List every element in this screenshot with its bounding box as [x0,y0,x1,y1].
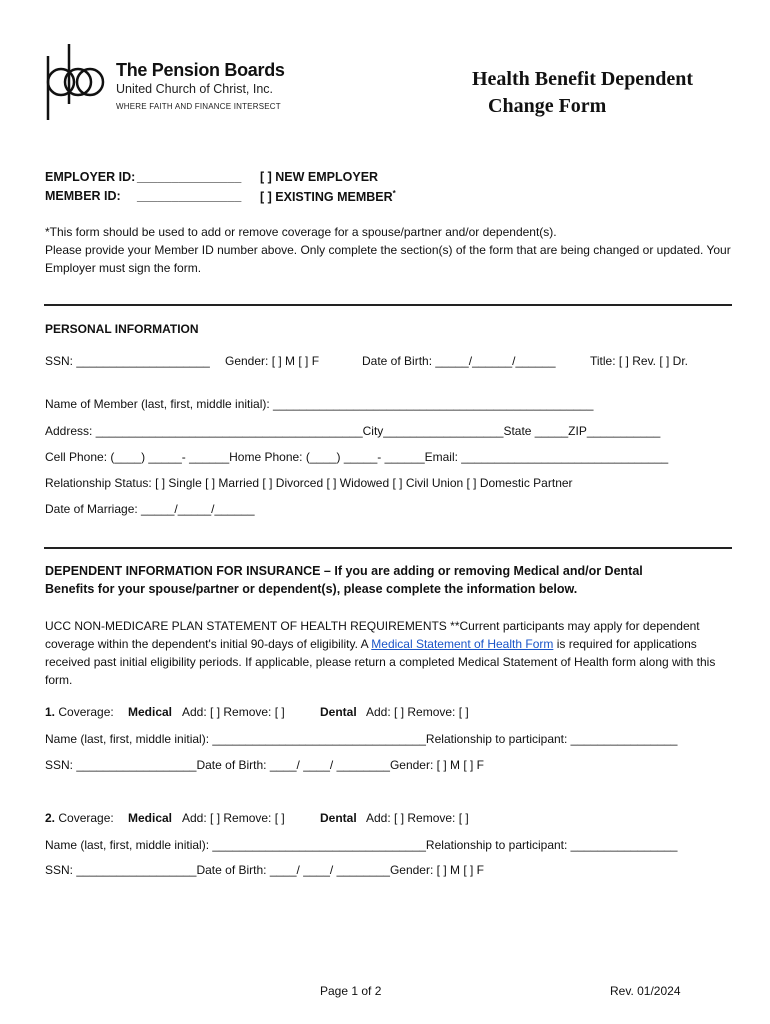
relationship-status-field[interactable]: Relationship Status: [ ] Single [ ] Married [ ] Divorced [ ] Widowed [ ] Civil Union [ ] Domestic Partner [45,476,573,490]
dependent-2-name-field[interactable]: Name (last, first, middle initial): ________________________________Relationship to participant: ________________ [45,838,678,852]
intro-line2: Please provide your Member ID number above. Only complete the section(s) of the form that are being changed or updated. Your Employer must sign the form. [45,243,731,275]
form-title-line2: Change Form [488,95,607,117]
org-name: The Pension Boards [116,60,285,80]
existing-member-asterisk: * [392,189,396,198]
dependent-2-coverage [45,811,114,825]
title-field[interactable]: Title: [ ] Rev. [ ] Dr. [590,354,689,368]
revision-date: Rev. 01/2024 [610,984,681,998]
medical-statement-link[interactable]: Medical Statement of Health Form [371,637,554,651]
medical-options[interactable]: Add: [ ] Remove: [ ] [182,811,285,825]
pbo-logo-icon [44,44,108,120]
dependent-heading-line1: DEPENDENT INFORMATION FOR INSURANCE – If you are adding or removing Medical and/or Dental [45,564,643,578]
member-id-field[interactable]: _______________ [137,189,242,203]
coverage-label: Coverage: [55,811,114,825]
dependent-1-name-field[interactable]: Name (last, first, middle initial): ________________________________Relationship to participant: ________________ [45,732,678,746]
new-employer-checkbox[interactable]: [ ] NEW EMPLOYER [260,170,379,184]
phone-email-field[interactable]: Cell Phone: (____) _____- ______Home Phone: (____) _____- ______Email: _______________________________ [45,450,669,464]
page-number: Page 1 of 2 [320,984,382,998]
dental-label: Dental [320,705,357,719]
dependent-number: 2. [45,811,56,825]
org-subtitle: United Church of Christ, Inc. [116,82,274,96]
personal-info-heading: PERSONAL INFORMATION [45,322,199,336]
medical-label: Medical [128,705,173,719]
address-field[interactable]: Address: ________________________________________City__________________State _____ZIP___________ [45,424,661,438]
dependent-number: 1. [45,705,56,719]
section-divider [44,304,732,306]
medical-label: Medical [128,811,173,825]
date-of-marriage-field[interactable]: Date of Marriage: _____/_____/______ [45,502,255,516]
employer-id-label: EMPLOYER ID: [45,170,136,184]
dental-options[interactable]: Add: [ ] Remove: [ ] [366,705,469,719]
statement-text-pre: UCC NON-MEDICARE PLAN STATEMENT OF HEALTH REQUIREMENTS **Current participants may apply for dependent coverage within the dependent's initial 90-days of eligibility. A [45,619,700,651]
coverage-label: Coverage: [55,705,114,719]
intro-line1: *This form should be used to add or remove coverage for a spouse/partner and/or dependent(s). [45,225,557,239]
dependent-1-ssn-dob-field[interactable]: SSN: __________________Date of Birth: ____/ ____/ ________Gender: [ ] M [ ] F [45,758,484,772]
pension-boards-logo [44,44,108,120]
medical-options[interactable]: Add: [ ] Remove: [ ] [182,705,285,719]
org-tagline: WHERE FAITH AND FINANCE INTERSECT [116,102,281,111]
ssn-field[interactable]: SSN: ____________________ [45,354,210,368]
dob-field[interactable]: Date of Birth: _____/______/______ [362,354,556,368]
section-divider [44,547,732,549]
form-title [472,66,742,120]
dental-label: Dental [320,811,357,825]
statement-text-post: is required for applications received past initial eligibility periods. If applicable, please return a completed Medical Statement of Health form along with this form. [45,637,716,687]
dependent-heading-line2: Benefits for your spouse/partner or dependent(s), please complete the information below. [45,582,578,596]
form-title-line1: Health Benefit Dependent [472,68,694,90]
member-id-label: MEMBER ID: [45,189,121,203]
dependent-1-coverage [45,705,114,719]
health-statement-paragraph [45,617,735,689]
existing-member-checkbox[interactable] [260,189,396,204]
existing-member-label: [ ] EXISTING MEMBER [260,190,393,205]
member-name-field[interactable]: Name of Member (last, first, middle initial): ________________________________________________ [45,397,594,411]
gender-field[interactable]: Gender: [ ] M [ ] F [225,354,320,368]
dependent-2-ssn-dob-field[interactable]: SSN: __________________Date of Birth: ____/ ____/ ________Gender: [ ] M [ ] F [45,863,484,877]
dental-options[interactable]: Add: [ ] Remove: [ ] [366,811,469,825]
employer-id-field[interactable]: _______________ [137,170,242,184]
